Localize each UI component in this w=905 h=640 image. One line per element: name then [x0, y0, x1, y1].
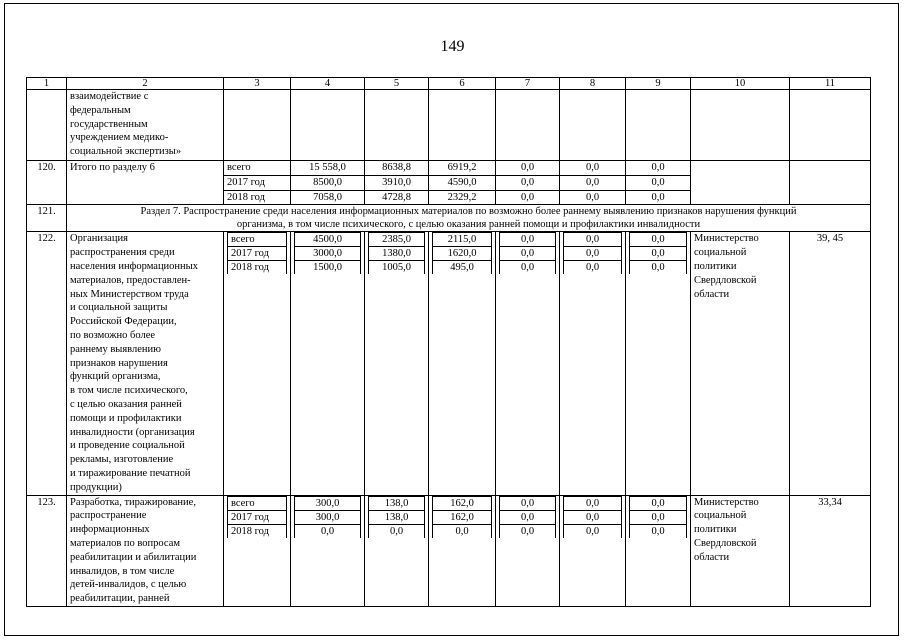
- value-cell: 0,0: [433, 524, 492, 538]
- period-label: 2017 год: [228, 247, 287, 261]
- value-cell: 0,0: [630, 247, 687, 261]
- row-number-cell: [27, 90, 67, 161]
- period-label: всего: [228, 233, 287, 247]
- header-cell: 5: [365, 78, 429, 90]
- header-row: [27, 78, 871, 90]
- value-cell: 0,0: [295, 524, 361, 538]
- empty-cell: [365, 90, 429, 161]
- value-cell: 3000,0: [295, 247, 361, 261]
- table-row: [27, 495, 871, 606]
- page-number: 149: [440, 38, 465, 55]
- value-cell: 0,0: [500, 233, 556, 247]
- row-number: 120.: [27, 161, 67, 205]
- empty-cell: [291, 90, 365, 161]
- value-cell: 138,0: [369, 496, 425, 510]
- value-cell: 2115,0: [433, 233, 492, 247]
- value-cell: 7058,0: [291, 190, 365, 205]
- program-table: [26, 77, 871, 607]
- target-indicator: 39, 45: [790, 232, 871, 495]
- value-column: [560, 232, 626, 495]
- value-cell: 8638,8: [365, 161, 429, 176]
- value-cell: 495,0: [433, 261, 492, 275]
- measure-name: Разработка, тиражирование, распространение информационных материалов по вопросам реабилитации и абилитации инвалидов, в том числе детей-инвалидов, с целью реабилитации, ранней: [67, 495, 224, 606]
- value-cell: 6919,2: [429, 161, 496, 176]
- period-column: [224, 495, 291, 606]
- header-cell: 8: [560, 78, 626, 90]
- value-cell: 0,0: [630, 510, 687, 524]
- value-cell: 0,0: [564, 524, 622, 538]
- value-cell: 0,0: [630, 524, 687, 538]
- value-column: [429, 495, 496, 606]
- value-column: [291, 232, 365, 495]
- value-column: [626, 495, 691, 606]
- empty-cell: [429, 90, 496, 161]
- period-label: всего: [228, 496, 287, 510]
- value-cell: 162,0: [433, 510, 492, 524]
- period-label: 2017 год: [228, 510, 287, 524]
- value-cell: 1500,0: [295, 261, 361, 275]
- value-column: [291, 495, 365, 606]
- section-heading: Раздел 7. Распространение среди населения информационных материалов по возможно более раннему выявлению признаков нарушения функций организма, в том числе психического, с целью оказания ранней помощи и профилактики инвалидности: [67, 205, 871, 232]
- value-cell: 0,0: [496, 190, 560, 205]
- target-indicator: 33,34: [790, 495, 871, 606]
- value-cell: 0,0: [560, 190, 626, 205]
- value-column: [365, 232, 429, 495]
- header-cell: 3: [224, 78, 291, 90]
- value-cell: 4590,0: [429, 175, 496, 190]
- period-label: 2018 год: [224, 190, 291, 205]
- value-cell: 8500,0: [291, 175, 365, 190]
- executor-cell: Министерство социальной политики Свердловской области: [691, 232, 790, 495]
- value-column: [429, 232, 496, 495]
- value-cell: 0,0: [560, 175, 626, 190]
- value-cell: 1005,0: [369, 261, 425, 275]
- value-column: [626, 232, 691, 495]
- value-cell: 4500,0: [295, 233, 361, 247]
- header-cell: 6: [429, 78, 496, 90]
- value-cell: 0,0: [630, 261, 687, 275]
- measure-name: Итого по разделу 6: [67, 161, 224, 205]
- header-cell: 9: [626, 78, 691, 90]
- value-cell: 2385,0: [369, 233, 425, 247]
- row-number: 123.: [27, 495, 67, 606]
- value-cell: 0,0: [496, 175, 560, 190]
- value-cell: 0,0: [626, 190, 691, 205]
- value-cell: 0,0: [500, 247, 556, 261]
- value-cell: 1620,0: [433, 247, 492, 261]
- value-cell: 300,0: [295, 510, 361, 524]
- empty-cell: [496, 90, 560, 161]
- value-cell: 15 558,0: [291, 161, 365, 176]
- value-cell: 0,0: [500, 496, 556, 510]
- value-column: [496, 495, 560, 606]
- executor-cell: [691, 161, 790, 205]
- value-cell: 0,0: [500, 524, 556, 538]
- value-cell: 300,0: [295, 496, 361, 510]
- value-cell: 0,0: [564, 233, 622, 247]
- empty-cell: [560, 90, 626, 161]
- measure-name: Организация распространения среди населения информационных материалов, предоставлен- ных Министерством труда и социальной защиты Российской Федерации, по возможно более раннему выявлению признаков нарушения функций организма, в том числе психического, с целью оказания ранней помощи и профилактики инвалидности (организация и проведение социальной рекламы, изготовление и тиражирование печатной продукции): [67, 232, 224, 495]
- value-cell: 138,0: [369, 510, 425, 524]
- empty-cell: [691, 90, 790, 161]
- value-cell: 0,0: [564, 261, 622, 275]
- header-cell: 7: [496, 78, 560, 90]
- value-cell: 4728,8: [365, 190, 429, 205]
- header-cell: 4: [291, 78, 365, 90]
- value-cell: 1380,0: [369, 247, 425, 261]
- period-label: 2018 год: [228, 261, 287, 275]
- value-cell: 0,0: [560, 161, 626, 176]
- table-row: [27, 161, 871, 176]
- period-label: всего: [224, 161, 291, 176]
- value-cell: 2329,2: [429, 190, 496, 205]
- value-cell: 0,0: [496, 161, 560, 176]
- period-label: 2017 год: [224, 175, 291, 190]
- continuation-text: взаимодействие с федеральным государственным учреждением медико- социальной экспертизы»: [67, 90, 224, 161]
- target-cell: [790, 161, 871, 205]
- empty-cell: [790, 90, 871, 161]
- value-cell: 0,0: [626, 175, 691, 190]
- value-cell: 0,0: [564, 247, 622, 261]
- value-cell: 0,0: [500, 510, 556, 524]
- header-cell: 1: [27, 78, 67, 90]
- value-cell: 162,0: [433, 496, 492, 510]
- row-number: 122.: [27, 232, 67, 495]
- table-row: [27, 232, 871, 495]
- value-cell: 3910,0: [365, 175, 429, 190]
- value-cell: 0,0: [369, 524, 425, 538]
- header-cell: 10: [691, 78, 790, 90]
- executor-cell: Министерство социальной политики Свердловской области: [691, 495, 790, 606]
- value-column: [365, 495, 429, 606]
- value-cell: 0,0: [500, 261, 556, 275]
- period-label: 2018 год: [228, 524, 287, 538]
- header-cell: 11: [790, 78, 871, 90]
- header-cell: 2: [67, 78, 224, 90]
- value-cell: 0,0: [564, 496, 622, 510]
- value-cell: 0,0: [564, 510, 622, 524]
- period-column: [224, 232, 291, 495]
- empty-cell: [626, 90, 691, 161]
- section-row: [27, 205, 871, 232]
- value-cell: 0,0: [630, 496, 687, 510]
- empty-cell: [224, 90, 291, 161]
- continuation-row: [27, 90, 871, 161]
- value-column: [496, 232, 560, 495]
- row-number: 121.: [27, 205, 67, 232]
- value-column: [560, 495, 626, 606]
- value-cell: 0,0: [630, 233, 687, 247]
- value-cell: 0,0: [626, 161, 691, 176]
